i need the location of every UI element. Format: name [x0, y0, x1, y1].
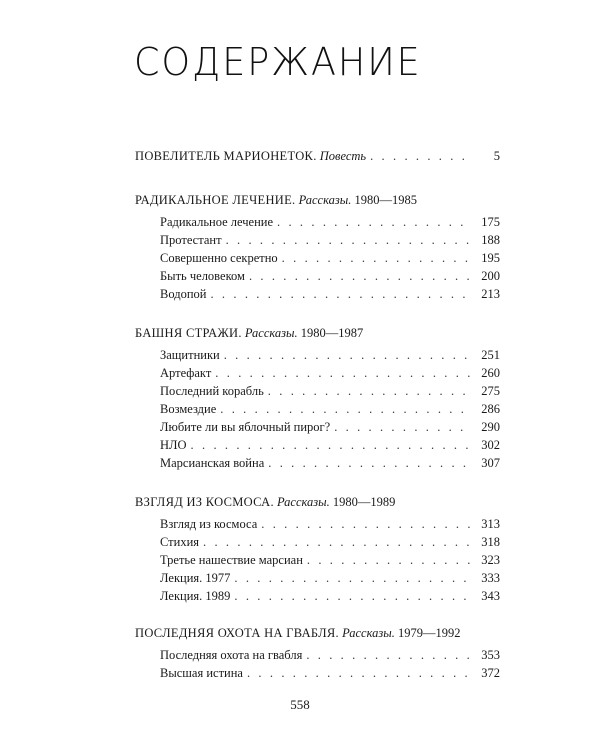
leader-dots — [234, 588, 472, 604]
page-number: 333 — [481, 571, 500, 585]
leader-dots — [268, 383, 472, 399]
page-number: 286 — [481, 402, 500, 416]
leader-dots — [370, 148, 472, 164]
page-number: 323 — [481, 553, 500, 567]
section-genre: Рассказы. — [342, 626, 395, 640]
toc-entry[interactable] — [160, 401, 500, 417]
page-number: 213 — [481, 287, 500, 301]
toc-section-radical-treatment — [135, 192, 500, 301]
page-number: 353 — [481, 648, 500, 662]
toc-section-heading[interactable] — [135, 325, 500, 341]
toc-entry[interactable] — [160, 534, 500, 550]
entry-title: Взгляд из космоса — [160, 517, 258, 531]
section-title: ПОВЕЛИТЕЛЬ МАРИОНЕТОК. — [135, 149, 317, 163]
toc-entry[interactable] — [160, 268, 500, 284]
toc-entry[interactable] — [160, 347, 500, 363]
page-number: 343 — [481, 589, 500, 603]
section-years: 1979—1992 — [397, 626, 461, 640]
section-title: БАШНЯ СТРАЖИ. — [135, 326, 242, 340]
page-number: 5 — [493, 149, 500, 163]
entry-title: Третье нашествие марсиан — [160, 553, 303, 567]
entry-title: НЛО — [160, 438, 187, 452]
entry-title: Лекция. 1977 — [160, 571, 231, 585]
leader-dots — [210, 286, 472, 302]
entry-title: Стихия — [160, 535, 200, 549]
page-number: 200 — [481, 269, 500, 283]
page-number: 307 — [481, 456, 500, 470]
leader-dots — [215, 365, 472, 381]
section-years: 1980—1987 — [300, 326, 364, 340]
toc-section-heading[interactable] — [135, 192, 500, 208]
toc-entry[interactable] — [160, 419, 500, 435]
section-title: ВЗГЛЯД ИЗ КОСМОСА. — [135, 495, 274, 509]
entry-title: Водопой — [160, 287, 207, 301]
toc-entry[interactable] — [160, 516, 500, 532]
toc-section-last-hunt — [135, 625, 500, 680]
leader-dots — [307, 552, 472, 568]
leader-dots — [220, 401, 472, 417]
page-number: 313 — [481, 517, 500, 531]
leader-dots — [247, 665, 472, 681]
toc-entry[interactable] — [160, 455, 500, 471]
leader-dots — [277, 214, 472, 230]
section-years: 1980—1985 — [354, 193, 417, 207]
page-number: 188 — [481, 233, 500, 247]
toc-section-heading[interactable] — [135, 625, 500, 641]
leader-dots — [234, 570, 472, 586]
leader-dots — [268, 455, 472, 471]
entry-title: Быть человеком — [160, 269, 245, 283]
toc-entry[interactable] — [160, 365, 500, 381]
toc-entry[interactable] — [160, 552, 500, 568]
entry-title: Последний корабль — [160, 384, 264, 398]
toc-entry[interactable] — [160, 232, 500, 248]
section-years: 1980—1989 — [332, 495, 396, 509]
page-number: 302 — [481, 438, 500, 452]
toc-entry[interactable] — [160, 437, 500, 453]
leader-dots — [334, 419, 472, 435]
section-genre: Повесть — [319, 149, 367, 163]
entry-title: Последняя охота на гвабля — [160, 648, 303, 662]
toc-entry[interactable] — [160, 647, 500, 663]
leader-dots — [203, 534, 472, 550]
entry-title: Любите ли вы яблочный пирог? — [160, 420, 331, 434]
page-number: 318 — [481, 535, 500, 549]
page-number: 251 — [481, 348, 500, 362]
toc-section-watchtower — [135, 325, 500, 470]
page-number: 290 — [481, 420, 500, 434]
section-genre: Рассказы. — [298, 193, 352, 207]
toc-entry[interactable] — [160, 383, 500, 399]
entry-title: Защитники — [160, 348, 220, 362]
toc-entry[interactable] — [160, 665, 500, 681]
leader-dots — [226, 232, 472, 248]
leader-dots — [282, 250, 472, 266]
page-number: 372 — [481, 666, 500, 680]
section-title: ПОСЛЕДНЯЯ ОХОТА НА ГВАБЛЯ. — [135, 626, 339, 640]
toc-section-novella — [135, 148, 500, 164]
page-number: 175 — [481, 215, 500, 229]
page-number: 260 — [481, 366, 500, 380]
entry-title: Марсианская война — [160, 456, 265, 470]
page-number: 275 — [481, 384, 500, 398]
section-genre: Рассказы. — [277, 495, 330, 509]
leader-dots — [224, 347, 472, 363]
leader-dots — [191, 437, 472, 453]
entry-title: Совершенно секретно — [160, 251, 278, 265]
leader-dots — [249, 268, 472, 284]
toc-section-view-from-space — [135, 494, 500, 603]
entry-title: Высшая истина — [160, 666, 243, 680]
toc-entry[interactable] — [160, 250, 500, 266]
section-genre: Рассказы. — [244, 326, 298, 340]
page-number: 195 — [481, 251, 500, 265]
toc-entry[interactable] — [160, 570, 500, 586]
leader-dots — [261, 516, 472, 532]
toc-heading-novella[interactable] — [135, 148, 500, 164]
leader-dots — [306, 647, 472, 663]
toc-entry[interactable] — [160, 214, 500, 230]
page-title: СОДЕРЖАНИЕ — [134, 40, 422, 84]
page-folio: 558 — [290, 697, 310, 712]
entry-title: Лекция. 1989 — [160, 589, 231, 603]
toc-entry[interactable] — [160, 286, 500, 302]
entry-title: Возмездие — [160, 402, 217, 416]
section-title: РАДИКАЛЬНОЕ ЛЕЧЕНИЕ. — [135, 193, 296, 207]
toc-section-heading[interactable] — [135, 494, 500, 510]
entry-title: Радикальное лечение — [160, 215, 274, 229]
toc-entry[interactable] — [160, 588, 500, 604]
entry-title: Протестант — [160, 233, 222, 247]
entry-title: Артефакт — [160, 366, 212, 380]
